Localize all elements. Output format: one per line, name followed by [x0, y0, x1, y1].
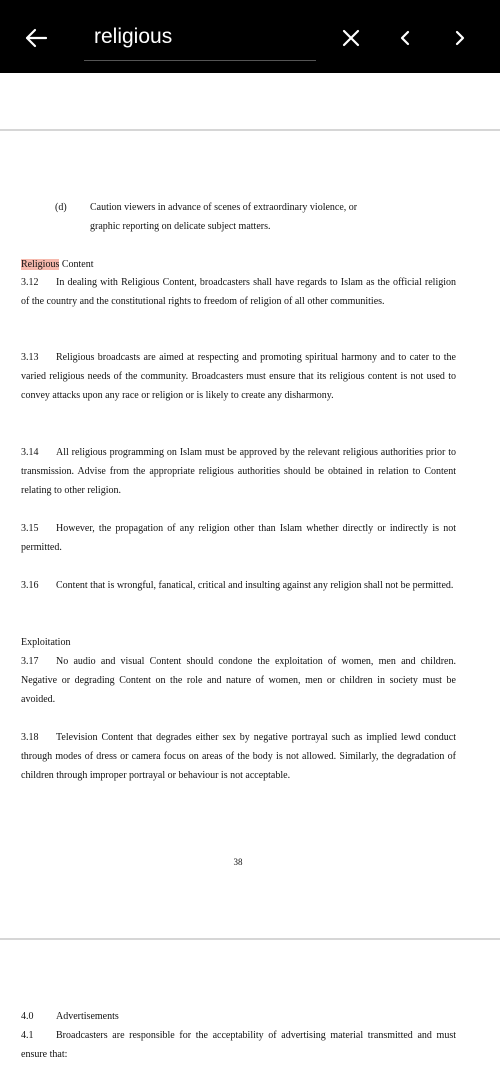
- page-divider: [0, 938, 500, 940]
- section-3-18: 3.18 Television Content that degrades either sex by negative portrayal such as implied lewd conduct through modes of dress or camera focus on areas of the body is not allowed. Similarly, the degradation of children through improper portrayal or behaviour is not acceptable.: [21, 732, 456, 781]
- section-3-16: 3.16 Content that is wrongful, fanatical, critical and insulting against any religion shall not be permitted.: [21, 580, 454, 591]
- page-divider: [0, 129, 500, 131]
- section-4-0-heading: 4.0 Advertisements: [21, 1011, 119, 1022]
- back-button[interactable]: [18, 20, 54, 56]
- section-3-12: 3.12 In dealing with Religious Content, broadcasters shall have regards to Islam as the official religion of the country and the constitutional rights to freedom of religion of all other communities.: [21, 277, 456, 307]
- clear-search-button[interactable]: [333, 20, 369, 56]
- exploitation-heading: Exploitation: [21, 637, 71, 648]
- arrow-left-icon: [23, 25, 49, 51]
- religious-content-heading: Religious Content: [21, 259, 94, 270]
- close-icon: [341, 28, 361, 48]
- search-field: [84, 16, 316, 61]
- section-3-13: 3.13 Religious broadcasts are aimed at respecting and promoting spiritual harmony and to cater to the varied religious needs of the community. Broadcasters must ensure that its religious content is not used to convey attacks upon any race or religion or is likely to create any disharmony.: [21, 352, 456, 401]
- item-d-label: (d): [55, 202, 67, 213]
- section-3-14: 3.14 All religious programming on Islam must be approved by the relevant religious authorities prior to transmission. Advise from the appropriate religious authorities should be obtained in relation to Content relating to other religion.: [21, 447, 456, 496]
- page-number: 38: [233, 857, 243, 867]
- item-d-line1: Caution viewers in advance of scenes of extraordinary violence, or: [90, 202, 358, 213]
- chevron-left-icon: [397, 29, 413, 47]
- search-input[interactable]: [94, 21, 314, 53]
- chevron-right-icon: [452, 29, 468, 47]
- search-toolbar: [0, 0, 500, 73]
- section-4-1: 4.1 Broadcasters are responsible for the acceptability of advertising material transmitted and must ensure that:: [21, 1030, 456, 1060]
- item-d: [55, 198, 435, 236]
- item-d-line2: graphic reporting on delicate subject matters.: [90, 221, 271, 232]
- search-match-highlight: Religious: [21, 259, 60, 270]
- section-3-15: 3.15 However, the propagation of any religion other than Islam whether directly or indirectly is not permitted.: [21, 523, 456, 553]
- next-match-button[interactable]: [442, 20, 478, 56]
- section-3-17: 3.17 No audio and visual Content should condone the exploitation of women, men and children. Negative or degrading Content on the role and nature of women, men or children in society must be avoided.: [21, 656, 456, 705]
- previous-match-button[interactable]: [387, 20, 423, 56]
